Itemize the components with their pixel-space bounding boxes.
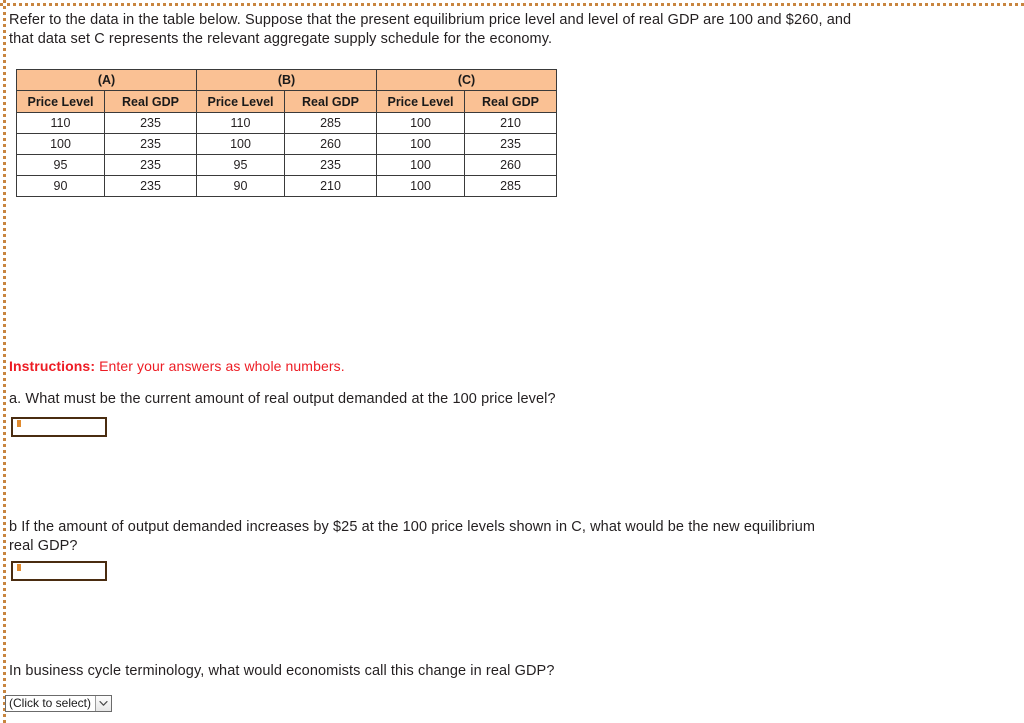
table-col-header-real-gdp-c: Real GDP (465, 91, 557, 113)
question-c-text: In business cycle terminology, what would economists call this change in real GDP? (9, 663, 555, 679)
instructions-line (9, 358, 345, 374)
table-cell: 210 (465, 113, 557, 134)
table-cell: 100 (17, 134, 105, 155)
table-cell: 100 (377, 155, 465, 176)
answer-b-input[interactable] (11, 561, 107, 581)
business-cycle-select[interactable] (5, 695, 112, 712)
question-b-text: b If the amount of output demanded increases by $25 at the 100 price levels shown in C, what would be the new equilibrium real GDP? (9, 519, 816, 554)
instructions-label: Instructions: (9, 358, 96, 374)
table-cell: 235 (285, 155, 377, 176)
question-prompt: Refer to the data in the table below. Suppose that the present equilibrium price level and level of real GDP are 100 and $260, and that data set C represents the relevant aggregate supply schedule for the economy. (9, 12, 852, 47)
table-sub-header-row (17, 91, 557, 113)
table-col-header-real-gdp-a: Real GDP (105, 91, 197, 113)
page-frame-left-border (3, 0, 6, 723)
table-row (17, 155, 557, 176)
table-cell: 90 (197, 176, 285, 197)
table-col-header-price-level-b: Price Level (197, 91, 285, 113)
table-group-header-c: (C) (377, 70, 557, 91)
table-col-header-price-level-c: Price Level (377, 91, 465, 113)
table-cell: 95 (197, 155, 285, 176)
table-cell: 235 (105, 134, 197, 155)
table-group-header-row (17, 70, 557, 91)
table-cell: 260 (465, 155, 557, 176)
table-cell: 285 (465, 176, 557, 197)
table-cell: 100 (377, 176, 465, 197)
table-cell: 100 (377, 113, 465, 134)
table-cell: 100 (377, 134, 465, 155)
table-row (17, 113, 557, 134)
table-group-header-a: (A) (17, 70, 197, 91)
chevron-down-icon[interactable] (95, 696, 111, 711)
table-cell: 260 (285, 134, 377, 155)
table-col-header-real-gdp-b: Real GDP (285, 91, 377, 113)
table-cell: 95 (17, 155, 105, 176)
table-row (17, 134, 557, 155)
table-cell: 235 (105, 113, 197, 134)
table-cell: 110 (17, 113, 105, 134)
aggregate-supply-data-table (16, 69, 557, 197)
table-cell: 90 (17, 176, 105, 197)
table-cell: 285 (285, 113, 377, 134)
select-selected-value: (Click to select) (9, 696, 92, 710)
table-row (17, 176, 557, 197)
table-cell: 235 (465, 134, 557, 155)
answer-a-input[interactable] (11, 417, 107, 437)
question-a-text: a. What must be the current amount of real output demanded at the 100 price level? (9, 391, 556, 407)
data-table (16, 69, 557, 197)
table-cell: 235 (105, 155, 197, 176)
table-cell: 110 (197, 113, 285, 134)
table-cell: 210 (285, 176, 377, 197)
page-frame-top-border (0, 3, 1024, 6)
instructions-text: Enter your answers as whole numbers. (99, 358, 345, 374)
table-col-header-price-level-a: Price Level (17, 91, 105, 113)
table-cell: 235 (105, 176, 197, 197)
table-cell: 100 (197, 134, 285, 155)
table-group-header-b: (B) (197, 70, 377, 91)
